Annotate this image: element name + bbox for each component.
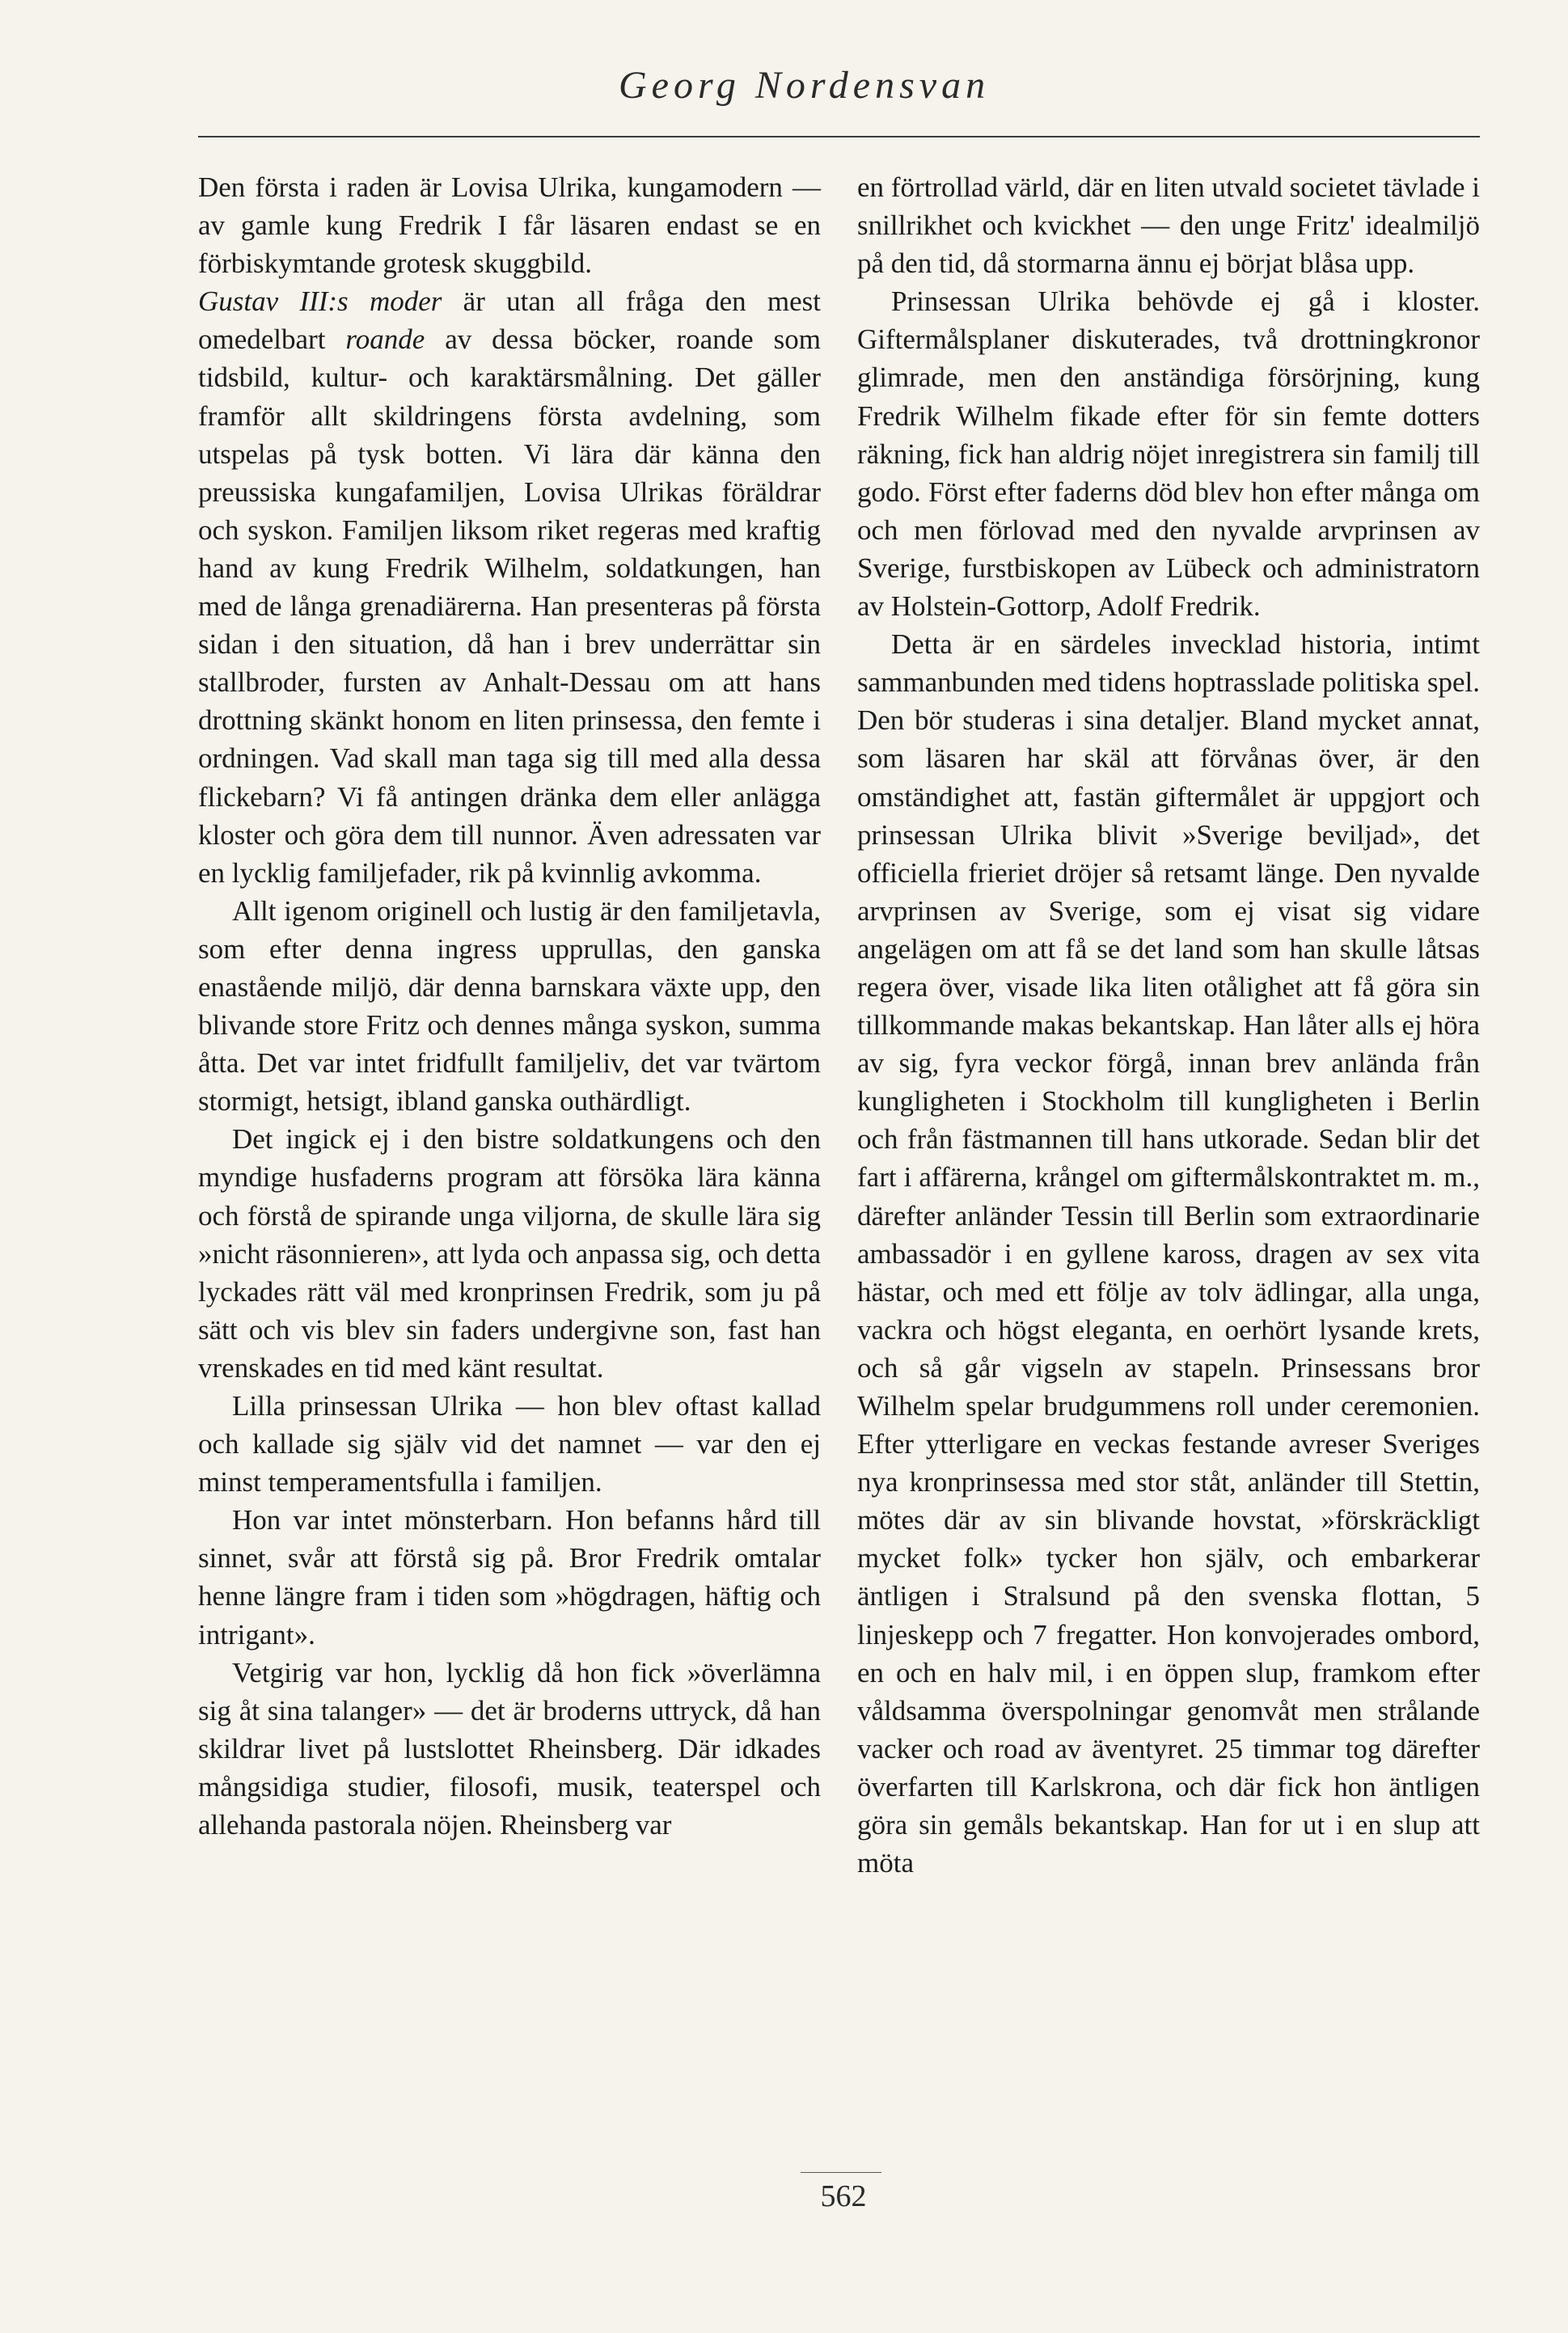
right-column: [857, 168, 1480, 1882]
header-rule: [198, 136, 1480, 137]
left-column: [198, 168, 821, 1844]
paragraph: [198, 282, 821, 892]
italic-word: roande: [345, 323, 425, 356]
paragraph-text: av dessa böcker, roande som tidsbild, kultur- och karaktärsmålning. Det gäller framför allt skildringens första avdelning, som utspelas på tysk botten. Vi lära där känna den preussiska kungafamiljen, Lovisa Ulrikas föräldrar och syskon. Familjen liksom riket regeras med kraftig hand av kung Fredrik Wilhelm, soldatkungen, han med de långa grenadiärerna. Han presenteras på första sidan i den situation, då han i brev underrättar sin stallbroder, fursten av Anhalt-Dessau om att hans drottning skänkt honom en liten prinsessa, den femte i ordningen. Vad skall man taga sig till med alla dessa flickebarn? Vi få antingen dränka dem eller anlägga kloster och göra dem till nunnor. Även adressaten var en lycklig familjefader, rik på kvinnlig avkomma.: [198, 323, 821, 889]
paragraph: en förtrollad värld, där en liten utvald societet tävlade i snillrikhet och kvickhet — den unge Fritz' idealmiljö på den tid, då stormarna ännu ej börjat blåsa upp.: [857, 171, 1480, 280]
paragraph: Allt igenom originell och lustig är den familjetavla, som efter denna ingress upprullas, den ganska enastående miljö, där denna barnskara växte upp, den blivande store Fritz och dennes många syskon, summa åtta. Det var intet fridfullt familjeliv, det var tvärtom stormigt, hetsigt, ibland ganska outhärdligt.: [198, 894, 821, 1118]
paragraph: Hon var intet mönsterbarn. Hon befanns hård till sinnet, svår att förstå sig på. Bror Fredrik omtalar henne längre fram i tiden som »högdragen, häftig och intrigant».: [198, 1504, 821, 1650]
paragraph-text: är utan all fråga den mest omedelbart: [198, 285, 822, 356]
page-number: 562: [820, 2179, 867, 2213]
paragraph: Prinsessan Ulrika behövde ej gå i kloster. Giftermålsplaner diskuterades, två drottningkronor glimrade, men den anständiga försörjning, kung Fredrik Wilhelm fikade efter för sin femte dotters räkning, fick han aldrig nöjet inregistrera sin familj till godo. Först efter faderns död blev hon efter många om och men förlovad med den nyvalde arvprinsen av Sverige, furstbiskopen av Lübeck och administratorn av Holstein-Gottorp, Adolf Fredrik.: [857, 285, 1480, 623]
paragraph: Detta är en särdeles invecklad historia, intimt sammanbunden med tidens hoptrasslade politiska spel. Den bör studeras i sina detaljer. Bland mycket annat, som läsaren har skäl att förvånas över, är den omständighet att, fastän giftermålet är uppgjort och prinsessan Ulrika blivit »Sverige beviljad», det officiella frieriet dröjer så retsamt länge. Den nyvalde arvprinsen av Sverige, som ej visat sig vidare angelägen om att få se det land som han skulle låtsas regera över, visade lika liten otålighet att få göra sin tillkommande makas bekantskap. Han låter alls ej höra av sig, fyra veckor förgå, innan brev anlända från kungligheten i Stockholm till kungligheten i Berlin och från fästmannen till hans utkorade. Sedan blir det fart i affärerna, krångel om giftermålskontraktet m. m., därefter anländer Tessin till Berlin som extraordinarie ambassadör i en gyllene kaross, dragen av sex vita hästar, och med ett följe av tolv ädlingar, alla unga, vackra och högst eleganta, en oerhört lysande krets, och så går vigseln av stapeln. Prinsessans bror Wilhelm spelar brudgummens roll under ceremonien. Efter ytterligare en veckas festande avreser Sveriges nya kronprinsessa med stor ståt, anländer till Stettin, mötes där av sin blivande hovstat, »förskräckligt mycket folk» tycker hon själv, och embarkerar äntligen i Stralsund på den svenska flottan, 5 linjeskepp och 7 fregatter. Hon konvojerades ombord, en och en halv mil, i en öppen slup, framkom efter våldsamma överspolningar genomvåt men strålande vacker och road av äventyret. 25 timmar tog därefter överfarten till Karlskrona, och där fick hon äntligen göra sin gemåls bekantskap. Han for ut i en slup att möta: [857, 628, 1480, 1879]
paragraph: Den första i raden är Lovisa Ulrika, kungamodern — av gamle kung Fredrik I får läsaren endast se en förbiskymtande grotesk skuggbild.: [198, 171, 821, 280]
paragraph: Vetgirig var hon, lycklig då hon fick »överlämna sig åt sina talanger» — det är broderns uttryck, då han skildrar livet på lustslottet Rheinsberg. Där idkades mångsidiga studier, filosofi, musik, teaterspel och allehanda pastorala nöjen. Rheinsberg var: [198, 1656, 821, 1841]
italic-title: Gustav III:s moder: [198, 285, 442, 318]
paragraph: Lilla prinsessan Ulrika — hon blev oftast kallad och kallade sig själv vid det namnet — var den ej minst temperamentsfulla i familjen.: [198, 1390, 821, 1498]
paragraph: Det ingick ej i den bistre soldatkungens och den myndige husfaderns program att försöka lära känna och förstå de spirande unga viljorna, de skulle lära sig »nicht räsonnieren», att lyda och anpassa sig, och detta lyckades rätt väl med kronprinsen Fredrik, som ju på sätt och vis blev sin faders undergivne son, fast han vrenskades en tid med känt resultat.: [198, 1123, 821, 1384]
running-head: Georg Nordensvan: [619, 64, 991, 107]
folio-rule: [801, 2172, 881, 2173]
